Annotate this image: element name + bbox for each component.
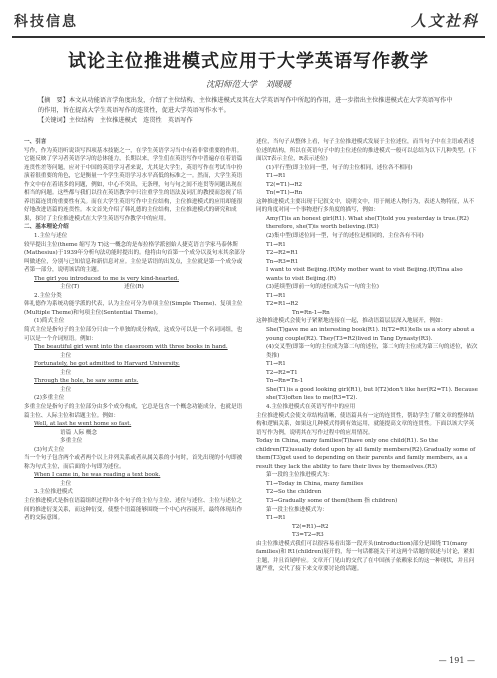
left-column-paragraph: 主位: [60, 352, 72, 359]
article-author: 沈阳师范大学 刘暖暖: [205, 80, 291, 90]
right-column-paragraph: T1→R1: [266, 241, 286, 248]
right-column-paragraph: T2→So the children: [266, 489, 322, 496]
left-column-paragraph: Fortunately, he got admitted to Harvard University.: [34, 361, 180, 368]
journal-name: 科技信息: [14, 14, 78, 30]
left-column-paragraph: 当一个句子包含两个或者两个以上并列关系或者从属关系的小句时，首先出现的小句即被称为句式主位，而后面的小句即为述位。: [24, 455, 243, 470]
right-column: [256, 138, 478, 574]
right-column-paragraph: T2→R2=T1: [266, 369, 298, 376]
left-column-paragraph: Through the hole, he saw some ants.: [34, 378, 139, 385]
right-column-paragraph: Amy(T)is an honest girl(R1). What she(T)told you yesterday is true.(R2) therefore, she(T)is worth believing.(R3): [266, 215, 469, 231]
article-title: 试论主位推进模式应用于大学英语写作教学: [68, 51, 429, 72]
right-column-paragraph: T1→R1: [266, 361, 286, 368]
left-column-paragraph: Well, at last he went home so fast.: [34, 421, 132, 428]
right-column-paragraph: She(T1)is a good looking girl(R1), but I(T2)don't like her(R2=T1). Because she(T3)often lies to me(R3=T2).: [266, 386, 478, 402]
left-column-paragraph: 主位推进模式是指在语篇组织过程中各个句子的主位与主位、述位与述位、主位与述位之间的推进衍变关系，而这种衍变，使整个语篇能够围绕一个中心内容展开，最终体现出作者的交际意图。: [24, 497, 243, 522]
section-name: 人文社科: [410, 12, 479, 30]
right-column-paragraph: Tn(=T1)→Rn: [266, 190, 303, 197]
right-column-paragraph: 述位，当句子从整体上看，句子主位推进模式发展于主位述位，而当句子中在主语或者述位述的结构，所以在英语句子中的主位述位的推进模式一般可以总结为以下几种类型。(下面以T表示主位，R表示述位): [256, 139, 477, 163]
left-column-paragraph: 主位: [60, 480, 72, 487]
left-column-paragraph: 主位: [60, 369, 72, 376]
left-column-paragraph: 2.主位分类: [34, 292, 62, 299]
left-column-paragraph: 主位: [60, 386, 72, 393]
left-column-paragraph: 主位(T) 述位(R): [60, 284, 144, 291]
left-column-paragraph: The beautiful girl went into the classroom with three books in hand.: [34, 344, 228, 351]
right-column-paragraph: Tn=Rn-1→Rn: [292, 309, 330, 316]
right-column-paragraph: T1→R1: [266, 173, 286, 180]
left-column-paragraph: 韩礼德作为系统功能学派的代表，认为主位可分为单项主位(Simple Theme)、复项主位(Multiple Theme)和句项主位(Sentential Theme)。: [24, 301, 243, 316]
right-column-paragraph: T1→R1: [266, 292, 286, 299]
right-column-paragraph: 4.主位推进模式在英语写作中的应用: [266, 403, 356, 410]
left-column-paragraph: 1.主位与述位: [34, 233, 68, 240]
right-column-paragraph: T2→R2=R1: [266, 250, 299, 257]
right-column-paragraph: 第一段主位推进模式为：: [266, 506, 328, 513]
header-rule: [12, 36, 485, 38]
left-column-paragraph: 多重主位是指句子的主位部分由多个成分构成，它总是包含一个概念功能成分，也就是语篇主位、人际主位和话题主位。例如：: [24, 403, 243, 419]
right-column-paragraph: (1)平行型(即主位同一型，句子的主位相同，述位各不相同): [266, 164, 413, 171]
right-column-paragraph: 主位推进模式会使文章结构清晰，使语篇具有一定的连贯性，帮助学生了解文章的整体结构和逻辑关系，如果这几种模式得到有效运用，就能提高文章的连贯性。下面以该大学英语写作为例，说明其在写作过程中的应用情况。: [256, 412, 475, 436]
right-column-paragraph: 这种推进模式主要出现于记叙文中，说明文中，用于阐述人物行为，表述人物特征，从不同的角度对同一个事物进行多角度的描写，例如：: [256, 198, 475, 214]
right-column-paragraph: Tn→R3=R1: [266, 258, 299, 265]
right-column-paragraph: (2)集中型(即述位同一型，句子的述位是相同的，主位各有不同): [266, 233, 424, 240]
left-column-paragraph: 多重主位: [60, 438, 83, 445]
page-number: — 191 —: [438, 656, 475, 665]
right-column-paragraph: Today in China, many families(T)have only one child(R1). So the children(T2)usually doted upon by all family members(R2).Gradually some of them(T3)get used to depending on their parents and family members, as a result they lack the ability to fare their lives by themselves.(R3): [256, 438, 476, 470]
right-column-paragraph: T2(=R1)→R2: [292, 523, 329, 530]
right-column-paragraph: T1→Today in China, many families: [266, 480, 364, 487]
left-column-paragraph: 较早提出主位(theme 缩写为 T)这一概念的是布拉格学派创始人捷克语言学家马泰休斯(Mathesius)于1939年分析句法功能时提出的。他将由句首第一个成分以及句末其余部分叫做述位，分别与已知信息和新信息对应。主位是话语的出发点，主位就是第一个成分或者第一部分，说明该话的主题。: [24, 241, 246, 274]
left-column-paragraph: 二、基本理论介绍: [24, 224, 69, 231]
left-column-paragraph: 语篇 人际 概念: [60, 429, 98, 436]
right-column-paragraph: 第一段的主位推进模式为：: [266, 472, 334, 479]
left-column-paragraph: 简式主位是指句子的主位部分只由一个单独的成分构成，这成分可以是一个名词词组，也可以是一个介词短语。例如：: [24, 327, 243, 342]
right-column-paragraph: T1→R1: [266, 515, 286, 522]
keywords-text: 【关键词】主位结构 主位推进模式 连贯性 英语写作: [38, 117, 193, 124]
right-column-paragraph: T3→Gradually some of them(them 指 children): [266, 497, 398, 504]
abstract-block: [38, 96, 458, 126]
right-column-paragraph: She(T)gave me an interesting book(R1). It(T2=R1)tells us a story about a young couple(R2). They(T3=R2)lived in Tang Dynasty(R3).: [266, 327, 475, 342]
left-column-paragraph: (3)句式主位: [34, 446, 65, 453]
page-header: [0, 6, 497, 38]
right-column-paragraph: (4)交叉型(即第一句的主位成为第二句的述位，第二句的主位成为第三句的述位，依次类推): [266, 344, 478, 359]
right-column-paragraph: Tn→Rn=Tn-1: [266, 378, 304, 385]
left-column-paragraph: 3.主位推进模式: [34, 489, 73, 496]
right-column-paragraph: T2=R1→R2: [266, 301, 299, 308]
left-column-paragraph: 一、引言: [24, 139, 47, 145]
abstract-text: 【摘 要】本文从功能语言学角度出发，介绍了主位结构、主位推进模式及其在大学英语写作中所起的作用，进一步指出主位推进模式在大学英语写作中的作用，旨在提高大学生英语写作的连贯性，促进大学英语写作水平。: [38, 97, 453, 114]
left-column-paragraph: (1)简式主位: [34, 318, 65, 325]
left-column-paragraph: When I came in, he was reading a text book.: [34, 472, 161, 479]
right-column-paragraph: I want to visit Beijing.(R)My mother want to visit Beijing.(R)Tina also wants to visit Beijing.(R): [266, 267, 463, 282]
right-column-paragraph: 由主位推进模式我们可以很容易看出第一段开头(introduction)部分是围绕 T1(many families)和 R1(children)展开的，每一句话都能关于对这两个话题的叙述与讨论，紧扣主题，并且首尾呼应。文章开门见山的交代了在中国孩子依赖家长的这一种现状，并且问题严重，交代了接下来文章要讨论的话题。: [256, 540, 475, 573]
right-column-paragraph: (3)延续型(即前一句的述位成为后一句的主位): [266, 284, 379, 291]
left-column: [24, 138, 246, 523]
right-column-paragraph: T3=T2→R3: [292, 532, 324, 539]
right-column-paragraph: T2(=T1)→R2: [266, 181, 303, 188]
left-column-paragraph: The girl you introduced to me is very kind-hearted.: [34, 275, 180, 282]
left-column-paragraph: 写作，作为英语听说读写四项基本技能之一，在学生英语学习当中有着非常重要的作用。它能反映了学习者英语学习的总体能力，长期以来，学生们在英语写作中普遍存在着语篇连贯性差等问题，应对于中国的英语学习者来说，尤其是大学生，英语写作在考试当中扮演着很重要的角色，它是衡量一个学生英语学习水平高低的标准之一。然而，大学生英语作文中存在着诸多的问题，例如，中心不突出，无条理，句与句之间不连贯等问题出现在相当的问题。这些都与我们以往在英语教学中只注重学生的语法及词汇的教授而忽视了培养语篇连贯的重要性有关。而在大学生英语写作中主位结构，主位推进模式的应用却能很好地改进语篇的连贯性。本文首先介绍了韩礼德的主位结构，主位推进模式的研究和成果，探讨了主位推进模式在大学生英语写作教学中的应用。: [24, 147, 243, 222]
left-column-paragraph: (2)多重主位: [34, 395, 65, 402]
right-column-paragraph: 这种推进模式会使句子紧紧地连接在一起，推动语篇层层深入地展开，例如：: [256, 318, 447, 325]
